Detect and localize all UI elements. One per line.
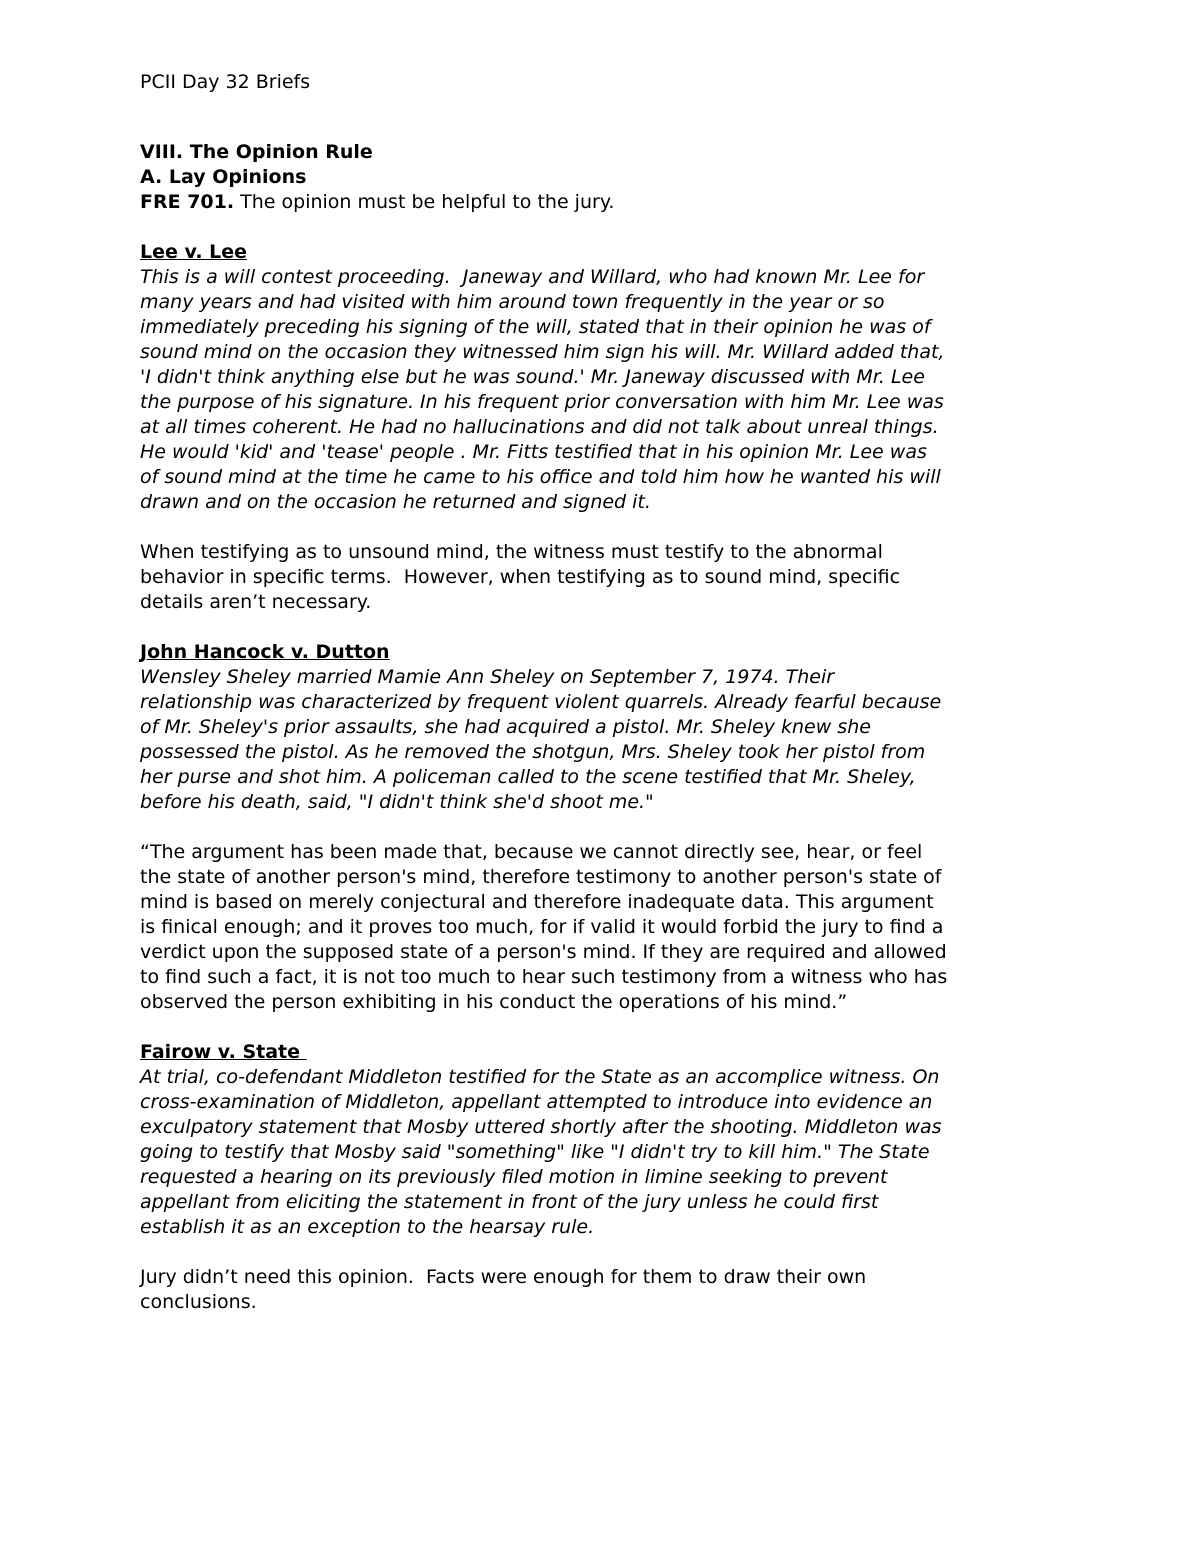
- rule-text: The opinion must be helpful to the jury.: [234, 191, 615, 213]
- facts-line: the purpose of his signature. In his frequent prior conversation with him Mr. Lee was: [140, 391, 944, 413]
- facts-line: cross-examination of Middleton, appellant attempted to introduce into evidence an: [140, 1091, 933, 1113]
- facts-line: appellant from eliciting the statement in front of the jury unless he could first: [140, 1191, 879, 1213]
- facts-line: possessed the pistol. As he removed the shotgun, Mrs. Sheley took her pistol from: [140, 741, 926, 763]
- facts-line: before his death, said, "I didn't think she'd shoot me.": [140, 791, 654, 813]
- holding-line: When testifying as to unsound mind, the witness must testify to the abnormal: [140, 541, 883, 563]
- case-name: John Hancock v. Dutton: [140, 641, 390, 663]
- facts-line: exculpatory statement that Mosby uttered shortly after the shooting. Middleton was: [140, 1116, 942, 1138]
- facts-line: many years and had visited with him around town frequently in the year or so: [140, 291, 885, 313]
- case-name: Lee v. Lee: [140, 241, 248, 263]
- rule-label: FRE 701.: [140, 191, 235, 213]
- facts-line: of Mr. Sheley's prior assaults, she had acquired a pistol. Mr. Sheley knew she: [140, 716, 871, 738]
- document-page: [140, 70, 1070, 1315]
- case-holding: [140, 840, 1070, 1015]
- holding-line: is finical enough; and it proves too much, for if valid it would forbid the jury to find a: [140, 916, 944, 938]
- facts-line: at all times coherent. He had no hallucinations and did not talk about unreal things.: [140, 416, 939, 438]
- section-heading: [140, 140, 1070, 215]
- holding-line: to find such a fact, it is not too much to hear such testimony from a witness who has: [140, 966, 948, 988]
- holding-line: “The argument has been made that, because we cannot directly see, hear, or feel: [140, 841, 923, 863]
- holding-line: verdict upon the supposed state of a person's mind. If they are required and allowed: [140, 941, 947, 963]
- holding-line: Jury didn’t need this opinion. Facts were enough for them to draw their own: [140, 1266, 867, 1288]
- case-john-hancock-v-dutton: [140, 640, 1070, 1015]
- case-facts: [140, 1065, 1070, 1240]
- holding-line: the state of another person's mind, therefore testimony to another person's state of: [140, 866, 942, 888]
- case-name: Fairow v. State: [140, 1041, 307, 1063]
- document-header: PCII Day 32 Briefs: [140, 71, 311, 93]
- facts-line: of sound mind at the time he came to his office and told him how he wanted his will: [140, 466, 941, 488]
- section-subtitle: A. Lay Opinions: [140, 166, 307, 188]
- facts-line: This is a will contest proceeding. Janeway and Willard, who had known Mr. Lee for: [140, 266, 925, 288]
- facts-line: drawn and on the occasion he returned and signed it.: [140, 491, 651, 513]
- facts-line: At trial, co-defendant Middleton testified for the State as an accomplice witness. On: [140, 1066, 940, 1088]
- facts-line: He would 'kid' and 'tease' people . Mr. Fitts testified that in his opinion Mr. Lee was: [140, 441, 927, 463]
- facts-line: sound mind on the occasion they witnessed him sign his will. Mr. Willard added that,: [140, 341, 945, 363]
- holding-line: observed the person exhibiting in his conduct the operations of his mind.”: [140, 991, 848, 1013]
- facts-line: going to testify that Mosby said "something" like "I didn't try to kill him." The State: [140, 1141, 930, 1163]
- case-fairow-v-state: [140, 1040, 1070, 1315]
- holding-line: mind is based on merely conjectural and therefore inadequate data. This argument: [140, 891, 934, 913]
- facts-line: relationship was characterized by frequent violent quarrels. Already fearful because: [140, 691, 942, 713]
- facts-line: 'I didn't think anything else but he was sound.' Mr. Janeway discussed with Mr. Lee: [140, 366, 925, 388]
- case-lee-v-lee: [140, 240, 1070, 615]
- facts-line: requested a hearing on its previously filed motion in limine seeking to prevent: [140, 1166, 888, 1188]
- case-facts: [140, 265, 1070, 515]
- case-holding: [140, 540, 1070, 615]
- holding-line: conclusions.: [140, 1291, 257, 1313]
- facts-line: her purse and shot him. A policeman called to the scene testified that Mr. Sheley,: [140, 766, 916, 788]
- rule-line: [140, 190, 1070, 215]
- holding-line: behavior in specific terms. However, when testifying as to sound mind, specific: [140, 566, 901, 588]
- case-holding: [140, 1265, 1070, 1315]
- facts-line: immediately preceding his signing of the will, stated that in their opinion he was of: [140, 316, 931, 338]
- case-facts: [140, 665, 1070, 815]
- holding-line: details aren’t necessary.: [140, 591, 372, 613]
- facts-line: establish it as an exception to the hearsay rule.: [140, 1216, 595, 1238]
- facts-line: Wensley Sheley married Mamie Ann Sheley on September 7, 1974. Their: [140, 666, 835, 688]
- section-title: VIII. The Opinion Rule: [140, 141, 373, 163]
